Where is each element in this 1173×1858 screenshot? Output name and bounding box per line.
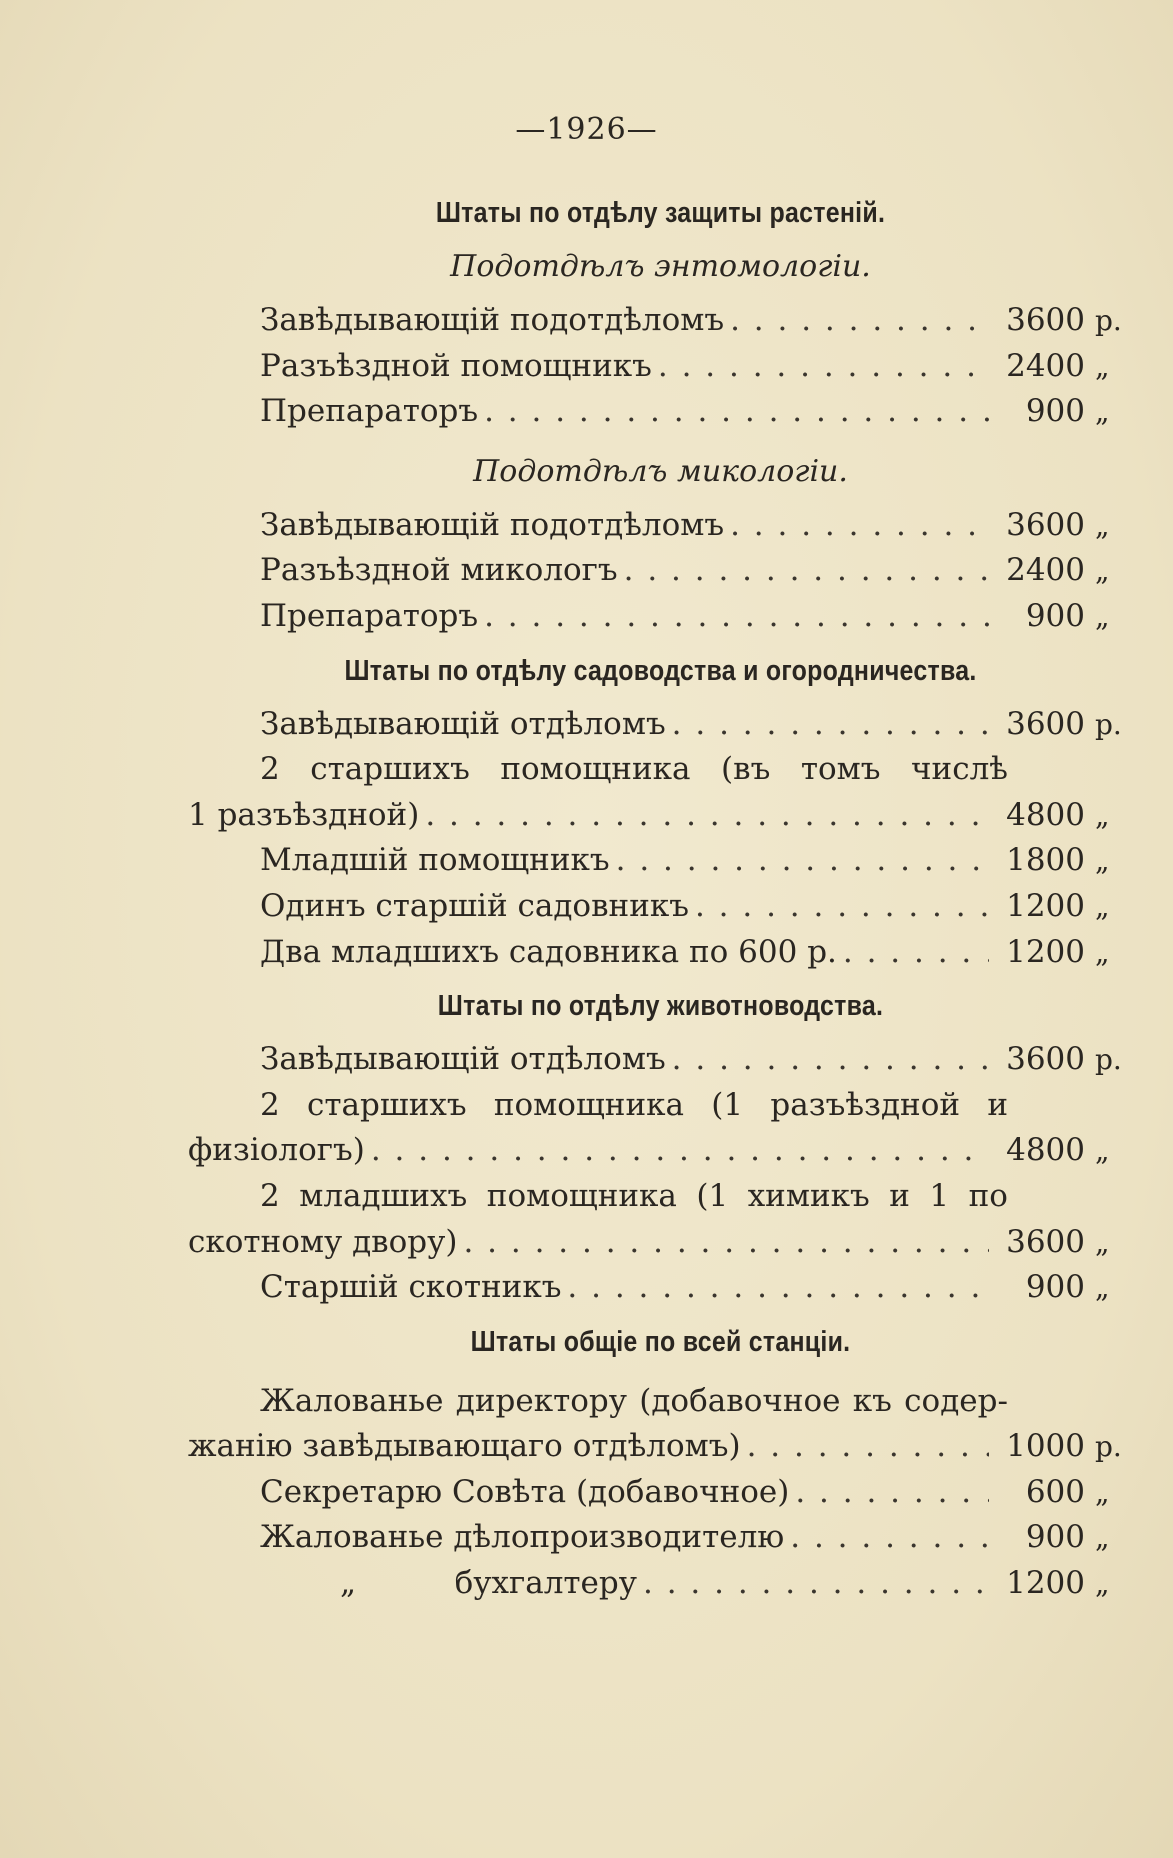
row-amount: 3600	[1006, 302, 1085, 338]
row-label: Секретарю Совѣта (добавочное)	[260, 1473, 790, 1510]
justified-text-line: 2 младшихъ помощника (1 химикъ и 1 по	[260, 1177, 1008, 1214]
page-number: —1926—	[515, 112, 658, 147]
row-label: жанію завѣдывающаго отдѣломъ)	[188, 1428, 741, 1465]
row-amount: 900	[1025, 597, 1085, 634]
staff-row	[188, 503, 1133, 549]
row-label: Завѣдывающій отдѣломъ	[260, 705, 666, 742]
staff-row	[188, 344, 1133, 390]
row-label: Разъѣздной помощникъ	[260, 347, 652, 384]
page-content	[188, 190, 1133, 1607]
row-unit: „	[1095, 844, 1110, 878]
staff-row	[188, 1424, 1133, 1470]
staff-row	[188, 702, 1133, 748]
row-amount: 3600	[1006, 1223, 1085, 1260]
row-label: Завѣдывающій подотдѣломъ	[260, 302, 725, 338]
row-label: Завѣдывающій подотдѣломъ	[260, 506, 725, 543]
section-title-gardening: Штаты по отдѣлу садоводства и огородничества.	[344, 654, 977, 687]
row-unit: р.	[1095, 707, 1122, 741]
row-unit: „	[1095, 1134, 1110, 1168]
row-unit: „	[1095, 1521, 1110, 1555]
row-amount: 1800	[1006, 842, 1085, 879]
row-label: Завѣдывающій отдѣломъ	[260, 1041, 666, 1078]
row-amount: 900	[1025, 1519, 1085, 1556]
row-label: Разъѣздной микологъ	[260, 552, 618, 589]
staff-row	[188, 1128, 1133, 1174]
row-amount: 1200	[1006, 933, 1085, 970]
row-amount: 1000	[1006, 1428, 1085, 1465]
justified-text-line: 2 старшихъ помощника (1 разъѣздной и	[260, 1086, 1008, 1123]
row-label: Младшій помощникъ	[260, 842, 610, 879]
staff-row	[188, 1265, 1133, 1311]
staff-row	[188, 1561, 1133, 1607]
row-unit: „	[1095, 1225, 1110, 1259]
row-unit: р.	[1095, 1043, 1122, 1077]
row-amount: 900	[1025, 393, 1085, 430]
section-title-livestock: Штаты по отдѣлу животноводства.	[437, 990, 884, 1023]
row-label: 1 разъѣздной)	[188, 796, 420, 833]
row-unit: „	[1095, 889, 1110, 923]
row-amount: 3600	[1006, 1041, 1085, 1078]
row-amount: 3600	[1006, 705, 1085, 742]
row-label: Препараторъ	[260, 393, 479, 430]
section-title-general: Штаты общіе по всей станціи.	[470, 1325, 851, 1358]
row-amount: 600	[1025, 1473, 1085, 1510]
row-amount: 900	[1025, 1269, 1085, 1306]
staff-row	[188, 838, 1133, 884]
row-unit: „	[1095, 395, 1110, 429]
staff-row	[188, 1037, 1133, 1083]
row-unit: „	[1095, 554, 1110, 588]
staff-row	[188, 1470, 1133, 1516]
justified-text-line: Жалованье директору (добавочное къ содер-	[260, 1382, 1008, 1419]
row-amount: 4800	[1006, 1132, 1085, 1169]
section-title-plant-protection: Штаты по отдѣлу защиты растеній.	[435, 197, 886, 229]
staff-row	[188, 1515, 1133, 1561]
row-unit: р.	[1095, 304, 1122, 337]
row-label: Одинъ старшій садовникъ	[260, 887, 689, 924]
row-label: Жалованье дѣлопроизводителю	[260, 1519, 785, 1556]
row-amount: 1200	[1006, 887, 1085, 924]
row-label: скотному двору)	[188, 1223, 458, 1260]
subsection-title-entomology: Подотдѣлъ энтомологіи.	[450, 249, 871, 284]
row-unit: „	[1095, 508, 1110, 542]
row-label: Старшій скотникъ	[260, 1269, 562, 1306]
row-unit: „	[1095, 349, 1110, 383]
row-label: физіологъ)	[188, 1132, 365, 1169]
row-unit: „	[1095, 599, 1110, 633]
row-unit: „	[1095, 1475, 1110, 1509]
row-label: „ бухгалтеру	[340, 1565, 637, 1602]
row-amount: 2400	[1006, 552, 1085, 589]
staff-row	[188, 1220, 1133, 1266]
staff-row	[188, 884, 1133, 930]
row-unit: „	[1095, 1567, 1110, 1601]
staff-row	[188, 298, 1133, 344]
staff-row	[188, 594, 1133, 640]
row-amount: 1200	[1006, 1565, 1085, 1602]
row-amount: 4800	[1006, 796, 1085, 833]
staff-row	[188, 793, 1133, 839]
row-unit: „	[1095, 935, 1110, 969]
subsection-title-mycology: Подотдѣлъ микологіи.	[473, 453, 848, 489]
row-unit: „	[1095, 1271, 1110, 1305]
row-amount: 3600	[1006, 506, 1085, 543]
row-amount: 2400	[1006, 347, 1085, 384]
staff-row	[188, 389, 1133, 435]
justified-text-line: 2 старшихъ помощника (въ томъ числѣ	[260, 751, 1008, 788]
row-unit: „	[1095, 798, 1110, 832]
row-label: Препараторъ	[260, 597, 479, 634]
staff-row	[188, 930, 1133, 976]
row-label: Два младшихъ садовника по 600 р.	[260, 933, 837, 970]
staff-row	[188, 548, 1133, 594]
row-unit: р.	[1095, 1430, 1122, 1464]
